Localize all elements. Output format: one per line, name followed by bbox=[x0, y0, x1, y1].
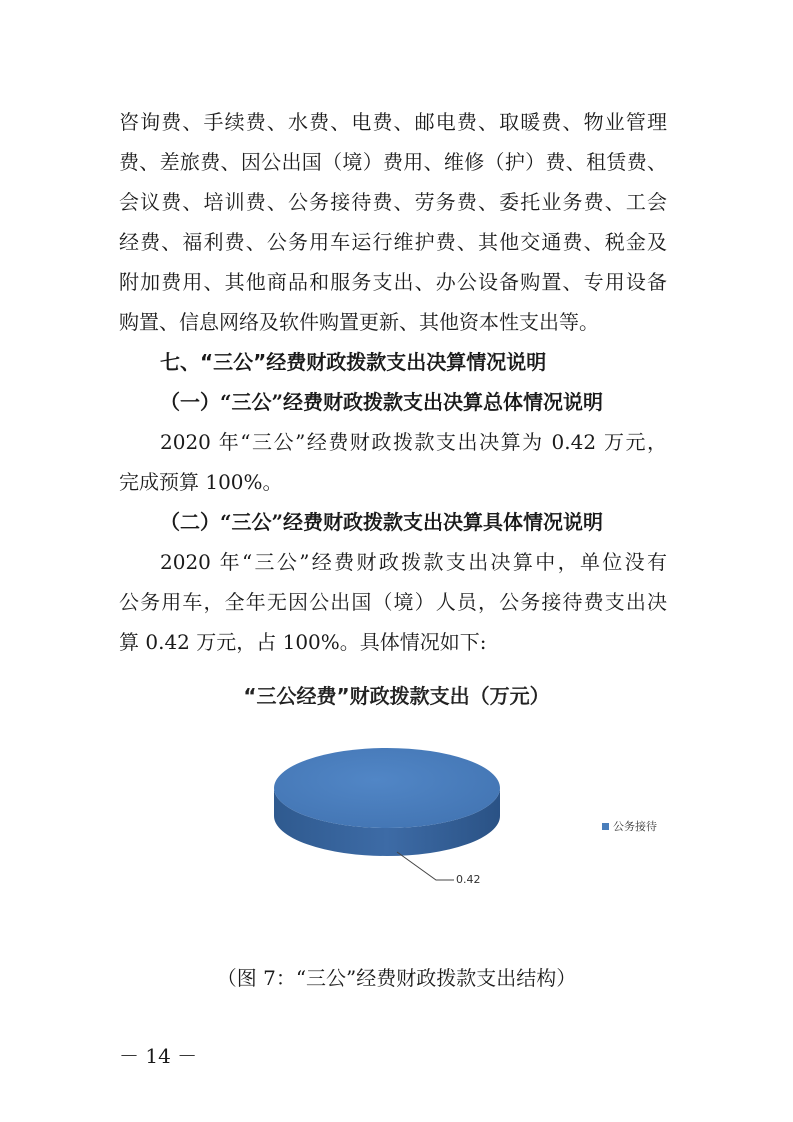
legend-swatch bbox=[602, 823, 609, 830]
chart-legend bbox=[602, 818, 657, 834]
legend-label: 公务接待 bbox=[613, 820, 657, 833]
pie-slice bbox=[274, 748, 500, 828]
body-text-line: 2020 年“三公”经费财政拨款支出决算中，单位没有 bbox=[160, 550, 667, 574]
pie-chart bbox=[260, 740, 560, 900]
body-text-line: 费、差旅费、因公出国（境）费用、维修（护）费、租赁费、 bbox=[119, 150, 667, 174]
page-number: － 14 － bbox=[119, 1044, 198, 1068]
body-text-line: 2020 年“三公”经费财政拨款支出决算为 0.42 万元， bbox=[160, 430, 667, 454]
body-text-line: 算 0.42 万元，占 100%。具体情况如下: bbox=[119, 630, 487, 654]
body-text-line: 完成预算 100%。 bbox=[119, 470, 283, 494]
body-text-line: 会议费、培训费、公务接待费、劳务费、委托业务费、工会 bbox=[119, 190, 667, 214]
subsection-heading: （一）“三公”经费财政拨款支出决算总体情况说明 bbox=[160, 390, 604, 414]
body-text-line: 附加费用、其他商品和服务支出、办公设备购置、专用设备 bbox=[119, 270, 667, 294]
chart-title: “三公经费”财政拨款支出（万元） bbox=[243, 684, 550, 708]
body-text-line: 购置、信息网络及软件购置更新、其他资本性支出等。 bbox=[119, 310, 599, 334]
section-heading: 七、“三公”经费财政拨款支出决算情况说明 bbox=[160, 350, 547, 374]
body-text-line: 咨询费、手续费、水费、电费、邮电费、取暖费、物业管理 bbox=[119, 110, 667, 134]
data-label-leader-line bbox=[397, 852, 454, 880]
body-text-line: 公务用车，全年无因公出国（境）人员，公务接待费支出决 bbox=[119, 590, 667, 614]
figure-caption: （图 7：“三公”经费财政拨款支出结构） bbox=[216, 966, 577, 990]
body-text-line: 经费、福利费、公务用车运行维护费、其他交通费、税金及 bbox=[119, 230, 667, 254]
slice-data-label: 0.42 bbox=[456, 873, 481, 886]
subsection-heading: （二）“三公”经费财政拨款支出决算具体情况说明 bbox=[160, 510, 604, 534]
